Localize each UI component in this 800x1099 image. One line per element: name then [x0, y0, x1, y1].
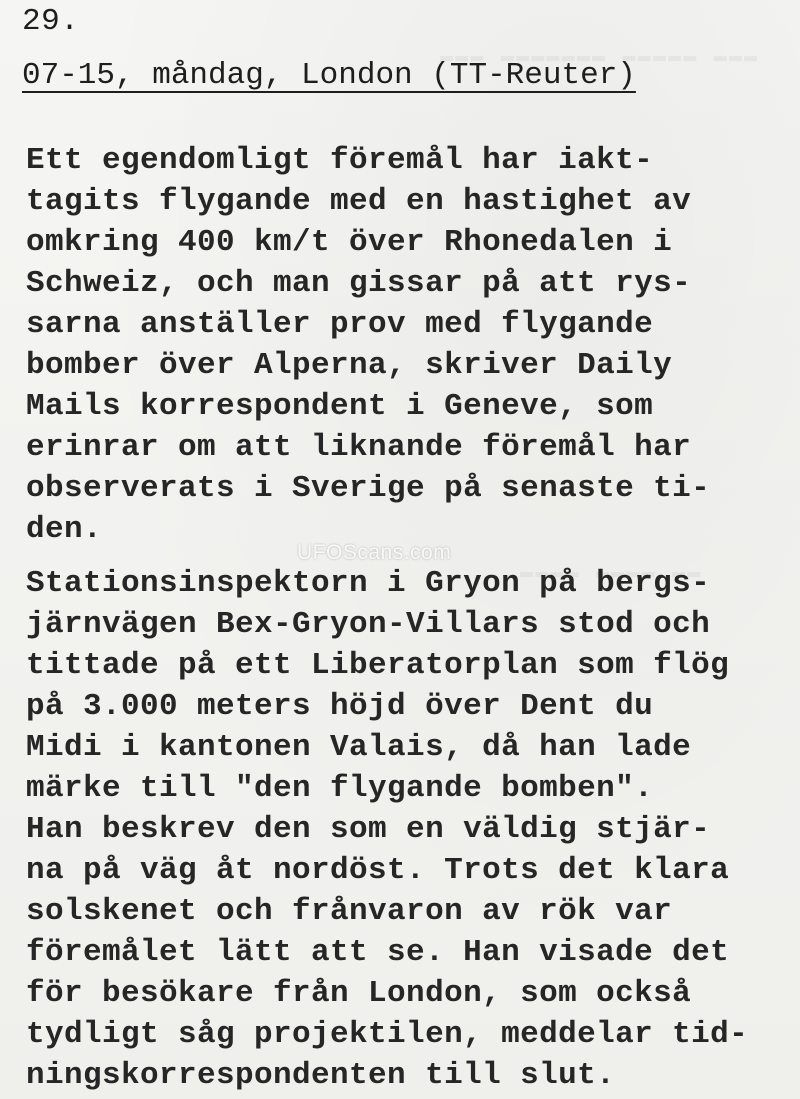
- text-line: föremålet lätt att se. Han visade det: [26, 935, 730, 970]
- text-line: erinrar om att liknande föremål har: [26, 430, 692, 465]
- page-number: 29.: [22, 4, 80, 39]
- watermark-text: UFOScans.com: [297, 541, 452, 564]
- text-line: järnvägen Bex-Gryon-Villars stod och: [26, 607, 711, 642]
- text-line: Han beskrev den som en väldig stjär-: [26, 812, 711, 847]
- text-line: tittade på ett Liberatorplan som flög: [26, 648, 730, 683]
- text-line: solskenet och frånvaron av rök var: [26, 894, 673, 929]
- text-line: omkring 400 km/t över Rhonedalen i: [26, 225, 673, 260]
- text-line: Stationsinspektorn i Gryon på bergs-: [26, 566, 711, 601]
- dateline: 07-15, måndag, London (TT-Reuter): [22, 58, 636, 93]
- text-line: märke till "den flygande bomben".: [26, 771, 654, 806]
- text-line: på 3.000 meters höjd över Dent du: [26, 689, 654, 724]
- paragraph-2: [26, 563, 748, 1096]
- text-line: ningskorrespondenten till slut.: [26, 1058, 616, 1093]
- text-line: sarna anställer prov med flygande: [26, 307, 654, 342]
- text-line: tydligt såg projektilen, meddelar tid-: [26, 1017, 749, 1052]
- text-line: Schweiz, och man gissar på att rys-: [26, 266, 692, 301]
- text-line: bomber över Alperna, skriver Daily: [26, 348, 673, 383]
- paragraph-1: [26, 140, 710, 550]
- text-line: den.: [26, 512, 103, 547]
- text-line: Ett egendomligt föremål har iakt-: [26, 143, 654, 178]
- text-line: för besökare från London, som också: [26, 976, 692, 1011]
- text-line: na på väg åt nordöst. Trots det klara: [26, 853, 730, 888]
- text-line: Midi i kantonen Valais, då han lade: [26, 730, 692, 765]
- text-line: Mails korrespondent i Geneve, som: [26, 389, 654, 424]
- text-line: observerats i Sverige på senaste ti-: [26, 471, 711, 506]
- text-line: tagits flygande med en hastighet av: [26, 184, 692, 219]
